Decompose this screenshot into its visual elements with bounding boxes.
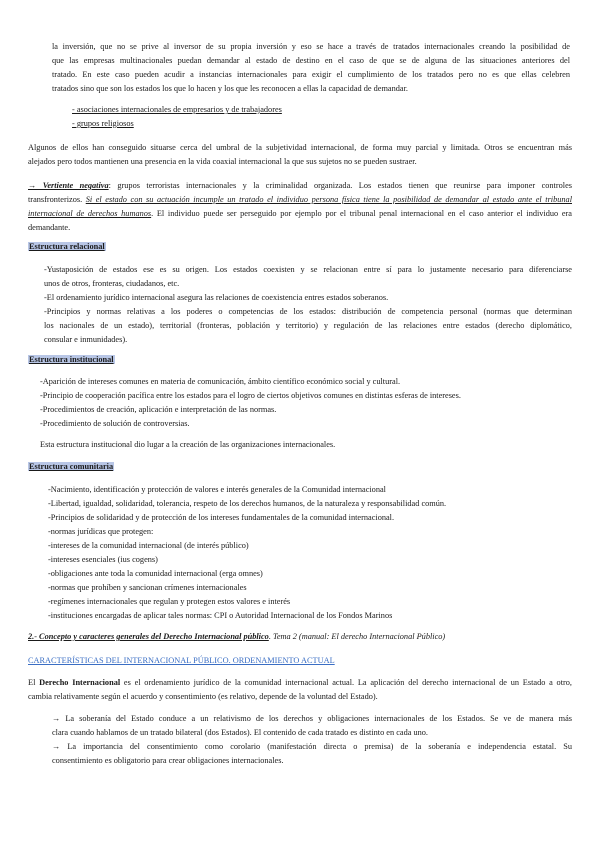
list-item: -Yustaposición de estados ese es su origen. Los estados coexisten y se relacionan entre sí para lo justamente necesario para diferenciarse xyxy=(44,265,572,274)
bullet-item: clara cuando hablamos de un tratado bilateral (dos Estados). El contenido de cada tratado es distinto en cada uno. xyxy=(52,728,428,737)
section-heading: Estructura comunitaria xyxy=(29,462,114,471)
list-item: los nacionales de un estado), territorial (fronteras, población y territorio) y regulación de las relaciones entre estados (derecho diplomático, xyxy=(44,321,572,330)
list-item: -regímenes internacionales que regulan y protegen estos valores e interés xyxy=(48,597,291,606)
section-link-heading[interactable]: CARACTERÍSTICAS DEL INTERNACIONAL PÚBLICO. ORDENAMIENTO ACTUAL xyxy=(28,656,335,665)
text-line: tratado. En este caso pueden acudir a instancias internacionales para exigir el cumplimiento de los tratados pero no es que ellas celebren xyxy=(52,70,570,79)
list-item: -Principios y normas relativas a los poderes o competencias de los estados: distribución de competencia personal (normas que determinan xyxy=(44,307,572,316)
list-item: - asociaciones internacionales de empresarios y de trabajadores xyxy=(72,105,282,114)
list-item: -Procedimiento de solución de controversias. xyxy=(40,419,190,428)
list-item: consular e inmunidades). xyxy=(44,335,128,344)
list-item: -Aparición de intereses comunes en materia de comunicación, ámbito científico económico social y cultural. xyxy=(40,377,401,386)
list-item: -instituciones encargadas de aplicar tales normas: CPI o Autoridad Internacional de los Fondos Marinos xyxy=(48,611,393,620)
section-heading: Estructura institucional xyxy=(29,355,114,364)
list-item: unos de otros, fronteras, ciudadanos, etc. xyxy=(44,279,180,288)
text-line: que las empresas multinacionales puedan demandar al estado de destino en el caso de que se de alguna de las situaciones anteriores del xyxy=(52,56,570,65)
list-item: -normas que prohíben y sancionan crímenes internacionales xyxy=(48,583,247,592)
section-note: Esta estructura institucional dio lugar a la creación de las organizaciones internacionales. xyxy=(40,440,336,449)
list-item: -Principio de cooperación pacífica entre los estados para el logro de ciertos objetivos comunes en distintas esferas de intereses. xyxy=(40,391,461,400)
list-item: -Principios de solidaridad y de protección de los intereses fundamentales de la comunidad internacional. xyxy=(48,513,395,522)
list-item: -intereses de la comunidad internacional (de interés público) xyxy=(48,541,249,550)
list-item: -El ordenamiento jurídico internacional asegura las relaciones de coexistencia entres estados soberanos. xyxy=(44,293,389,302)
text-line: la inversión, que no se prive al inversor de su propia inversión y eso se hace a través de tratados internacionales creando la posibilidad de xyxy=(52,42,570,51)
text-line: Algunos de ellos han conseguido situarse cerca del umbral de la subjetividad internacional, de forma muy parcial y limitada. Otros se encuentran más xyxy=(28,143,572,152)
text-line: El Derecho Internacional es el ordenamiento jurídico de la comunidad internacional actual. La aplicación del derecho internacional de un Estado a otro, xyxy=(28,678,572,687)
text-line: alejados pero todos mantienen una presencia en la vida coaxial internacional la que sus sujetos no se pueden sustraer. xyxy=(28,157,417,166)
text-line: tratados sino que son los estados los que lo hacen y los que les reconocen a ellas la capacidad de demandar. xyxy=(52,84,408,93)
chapter-heading: 2.- Concepto y caracteres generales del Derecho Internacional público. Tema 2 (manual: El derecho Internacional Público) xyxy=(28,632,446,641)
bullet-item: → La soberanía del Estado conduce a un relativismo de los derechos y obligaciones internacionales de los Estados. Se ve de manera más xyxy=(52,714,572,723)
vertiente-negativa-label: → Vertiente negativa xyxy=(28,181,109,190)
list-item: -Libertad, igualdad, solidaridad, tolerancia, respeto de los derechos humanos, de la naturaleza y responsabilidad común. xyxy=(48,499,447,508)
bullet-item: consentimiento es obligatorio para crear obligaciones internacionales. xyxy=(52,756,284,765)
list-item: -normas jurídicas que protegen: xyxy=(48,527,154,536)
list-item: -Nacimiento, identificación y protección de valores e interés generales de la Comunidad internacional xyxy=(48,485,386,494)
section-heading: Estructura relacional xyxy=(29,242,105,251)
text-line: transfronterizos. Si el estado con su actuación incumple un tratado el individuo persona física tiene la posibilidad de demandar al estado ante el tribunal xyxy=(28,195,572,204)
text-line: demandante. xyxy=(28,223,71,232)
list-item: -Procedimientos de creación, aplicación e interpretación de las normas. xyxy=(40,405,277,414)
list-item: - grupos religiosos xyxy=(72,119,134,128)
text-line: cambia relativamente según el acuerdo y consentimiento (es relativo, depende de la voluntad del Estado). xyxy=(28,692,378,701)
text-line: → Vertiente negativa: grupos terroristas internacionales y la criminalidad organizada. Los estados tienen que reunirse para imponer controles xyxy=(28,181,572,190)
list-item: -obligaciones ante toda la comunidad internacional (erga omnes) xyxy=(48,569,263,578)
bullet-item: → La importancia del consentimiento como corolario (manifestación directa o premisa) de la soberanía e independencia estatal. Su xyxy=(52,742,572,751)
text-line: internacional de derechos humanos. El individuo puede ser perseguido por ejemplo por el tribunal penal internacional en el caso anterior el individuo era xyxy=(28,209,572,218)
list-item: -intereses esenciales (ius cogens) xyxy=(48,555,158,564)
